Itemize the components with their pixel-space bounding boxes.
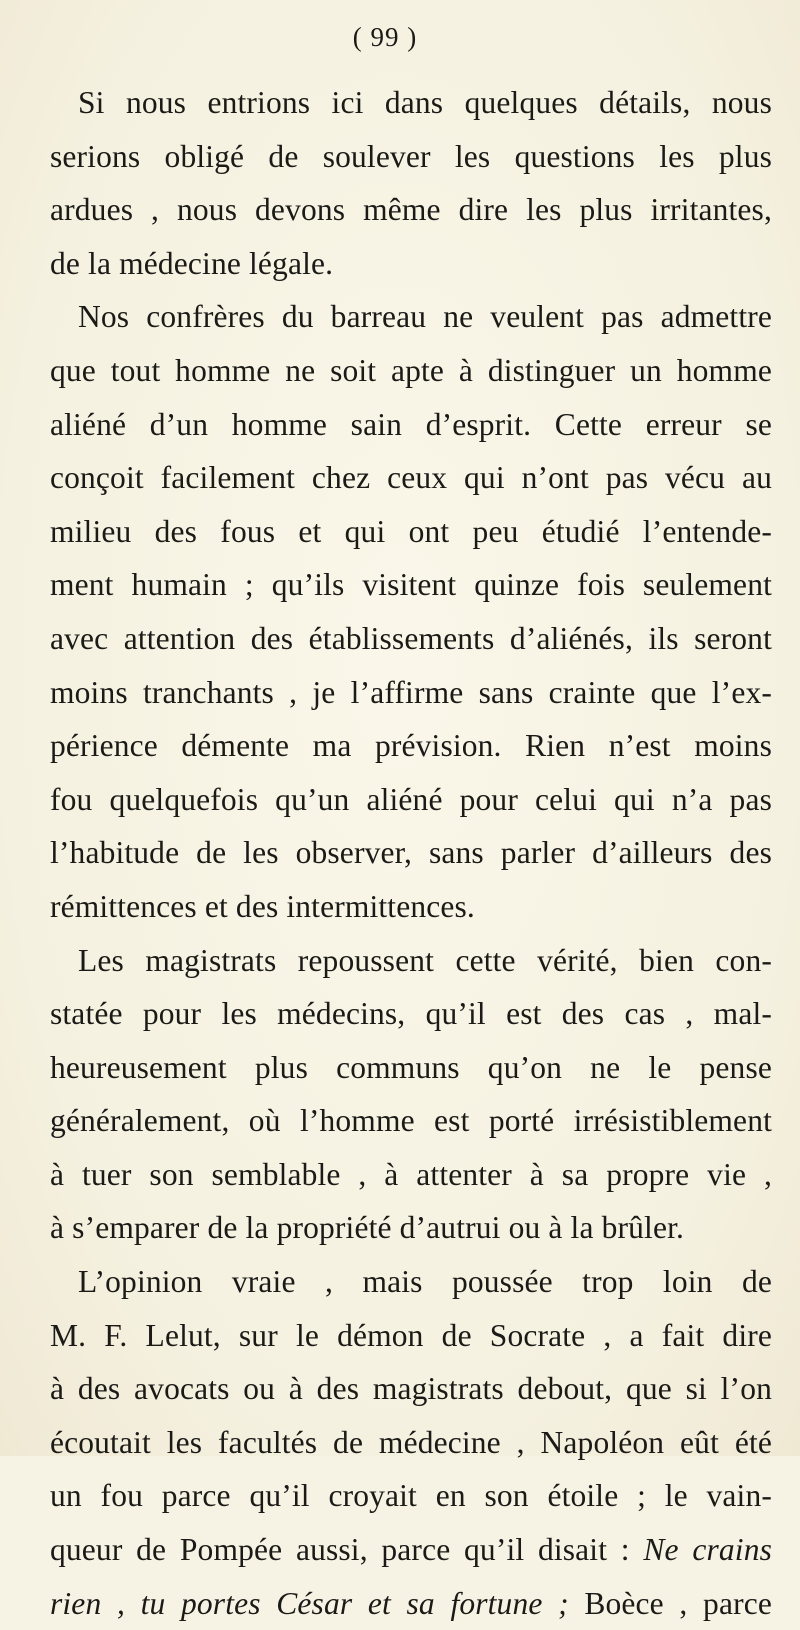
text-line: rémittences et des intermittences. <box>50 888 475 924</box>
text-line: écoutait les facultés de médecine , Napoléon eût été <box>50 1424 772 1460</box>
text-line: statée pour les médecins, qu’il est des cas , mal- <box>50 996 772 1032</box>
italic-quote-start: Ne crains <box>643 1532 773 1568</box>
text-segment: queur de Pompée aussi, parce qu’il disait : <box>50 1532 630 1568</box>
text-line: généralement, où l’homme est porté irrésistiblement <box>50 1103 772 1139</box>
text-line: M. F. Lelut, sur le démon de Socrate , a fait dire <box>50 1317 772 1353</box>
text-line: que tout homme ne soit apte à distinguer un homme <box>50 352 772 388</box>
text-line: à des avocats ou à des magistrats debout, que si l’on <box>50 1371 772 1407</box>
text-line: fou quelquefois qu’un aliéné pour celui qui n’a pas <box>50 781 772 817</box>
text-line: serions obligé de soulever les questions les plus <box>50 138 772 174</box>
text-line <box>50 1523 772 1577</box>
text-line: heureusement plus communs qu’on ne le pense <box>50 1049 772 1085</box>
paragraph-2 <box>50 290 772 933</box>
text-line: à s’emparer de la propriété d’autrui ou à la brûler. <box>50 1210 685 1246</box>
paragraph-4 <box>50 1255 772 1630</box>
paragraph-3 <box>50 934 772 1256</box>
body-text <box>50 76 772 1630</box>
text-line: avec attention des établissements d’aliénés, ils seront <box>50 620 772 656</box>
text-line <box>50 1577 772 1630</box>
text-line: à tuer son semblable , à attenter à sa propre vie , <box>50 1156 772 1192</box>
text-line: ment humain ; qu’ils visitent quinze fois seulement <box>50 567 772 603</box>
italic-quote: rien , tu portes César et sa fortune ; <box>50 1585 569 1621</box>
page-number: ( 99 ) <box>352 22 418 52</box>
text-line: un fou parce qu’il croyait en son étoile ; le vain- <box>50 1478 772 1514</box>
text-line: Nos confrères du barreau ne veulent pas admettre <box>78 299 772 335</box>
text-line: L’opinion vraie , mais poussée trop loin de <box>78 1264 772 1300</box>
text-line: l’habitude de les observer, sans parler d’ailleurs des <box>50 835 772 871</box>
paragraph-1 <box>50 76 772 290</box>
text-line: milieu des fous et qui ont peu étudié l’entende- <box>50 513 772 549</box>
text-line: périence démente ma prévision. Rien n’est moins <box>50 728 772 764</box>
text-line: aliéné d’un homme sain d’esprit. Cette erreur se <box>50 406 772 442</box>
text-line: Les magistrats repoussent cette vérité, bien con- <box>78 942 772 978</box>
text-line: Si nous entrions ici dans quelques détails, nous <box>78 85 772 120</box>
text-line: moins tranchants , je l’affirme sans crainte que l’ex- <box>50 674 772 710</box>
text-line: ardues , nous devons même dire les plus irritantes, <box>50 192 772 228</box>
text-line: de la médecine légale. <box>50 245 334 281</box>
text-segment: Boèce , parce <box>584 1585 772 1621</box>
text-line: conçoit facilement chez ceux qui n’ont pas vécu au <box>50 460 772 496</box>
